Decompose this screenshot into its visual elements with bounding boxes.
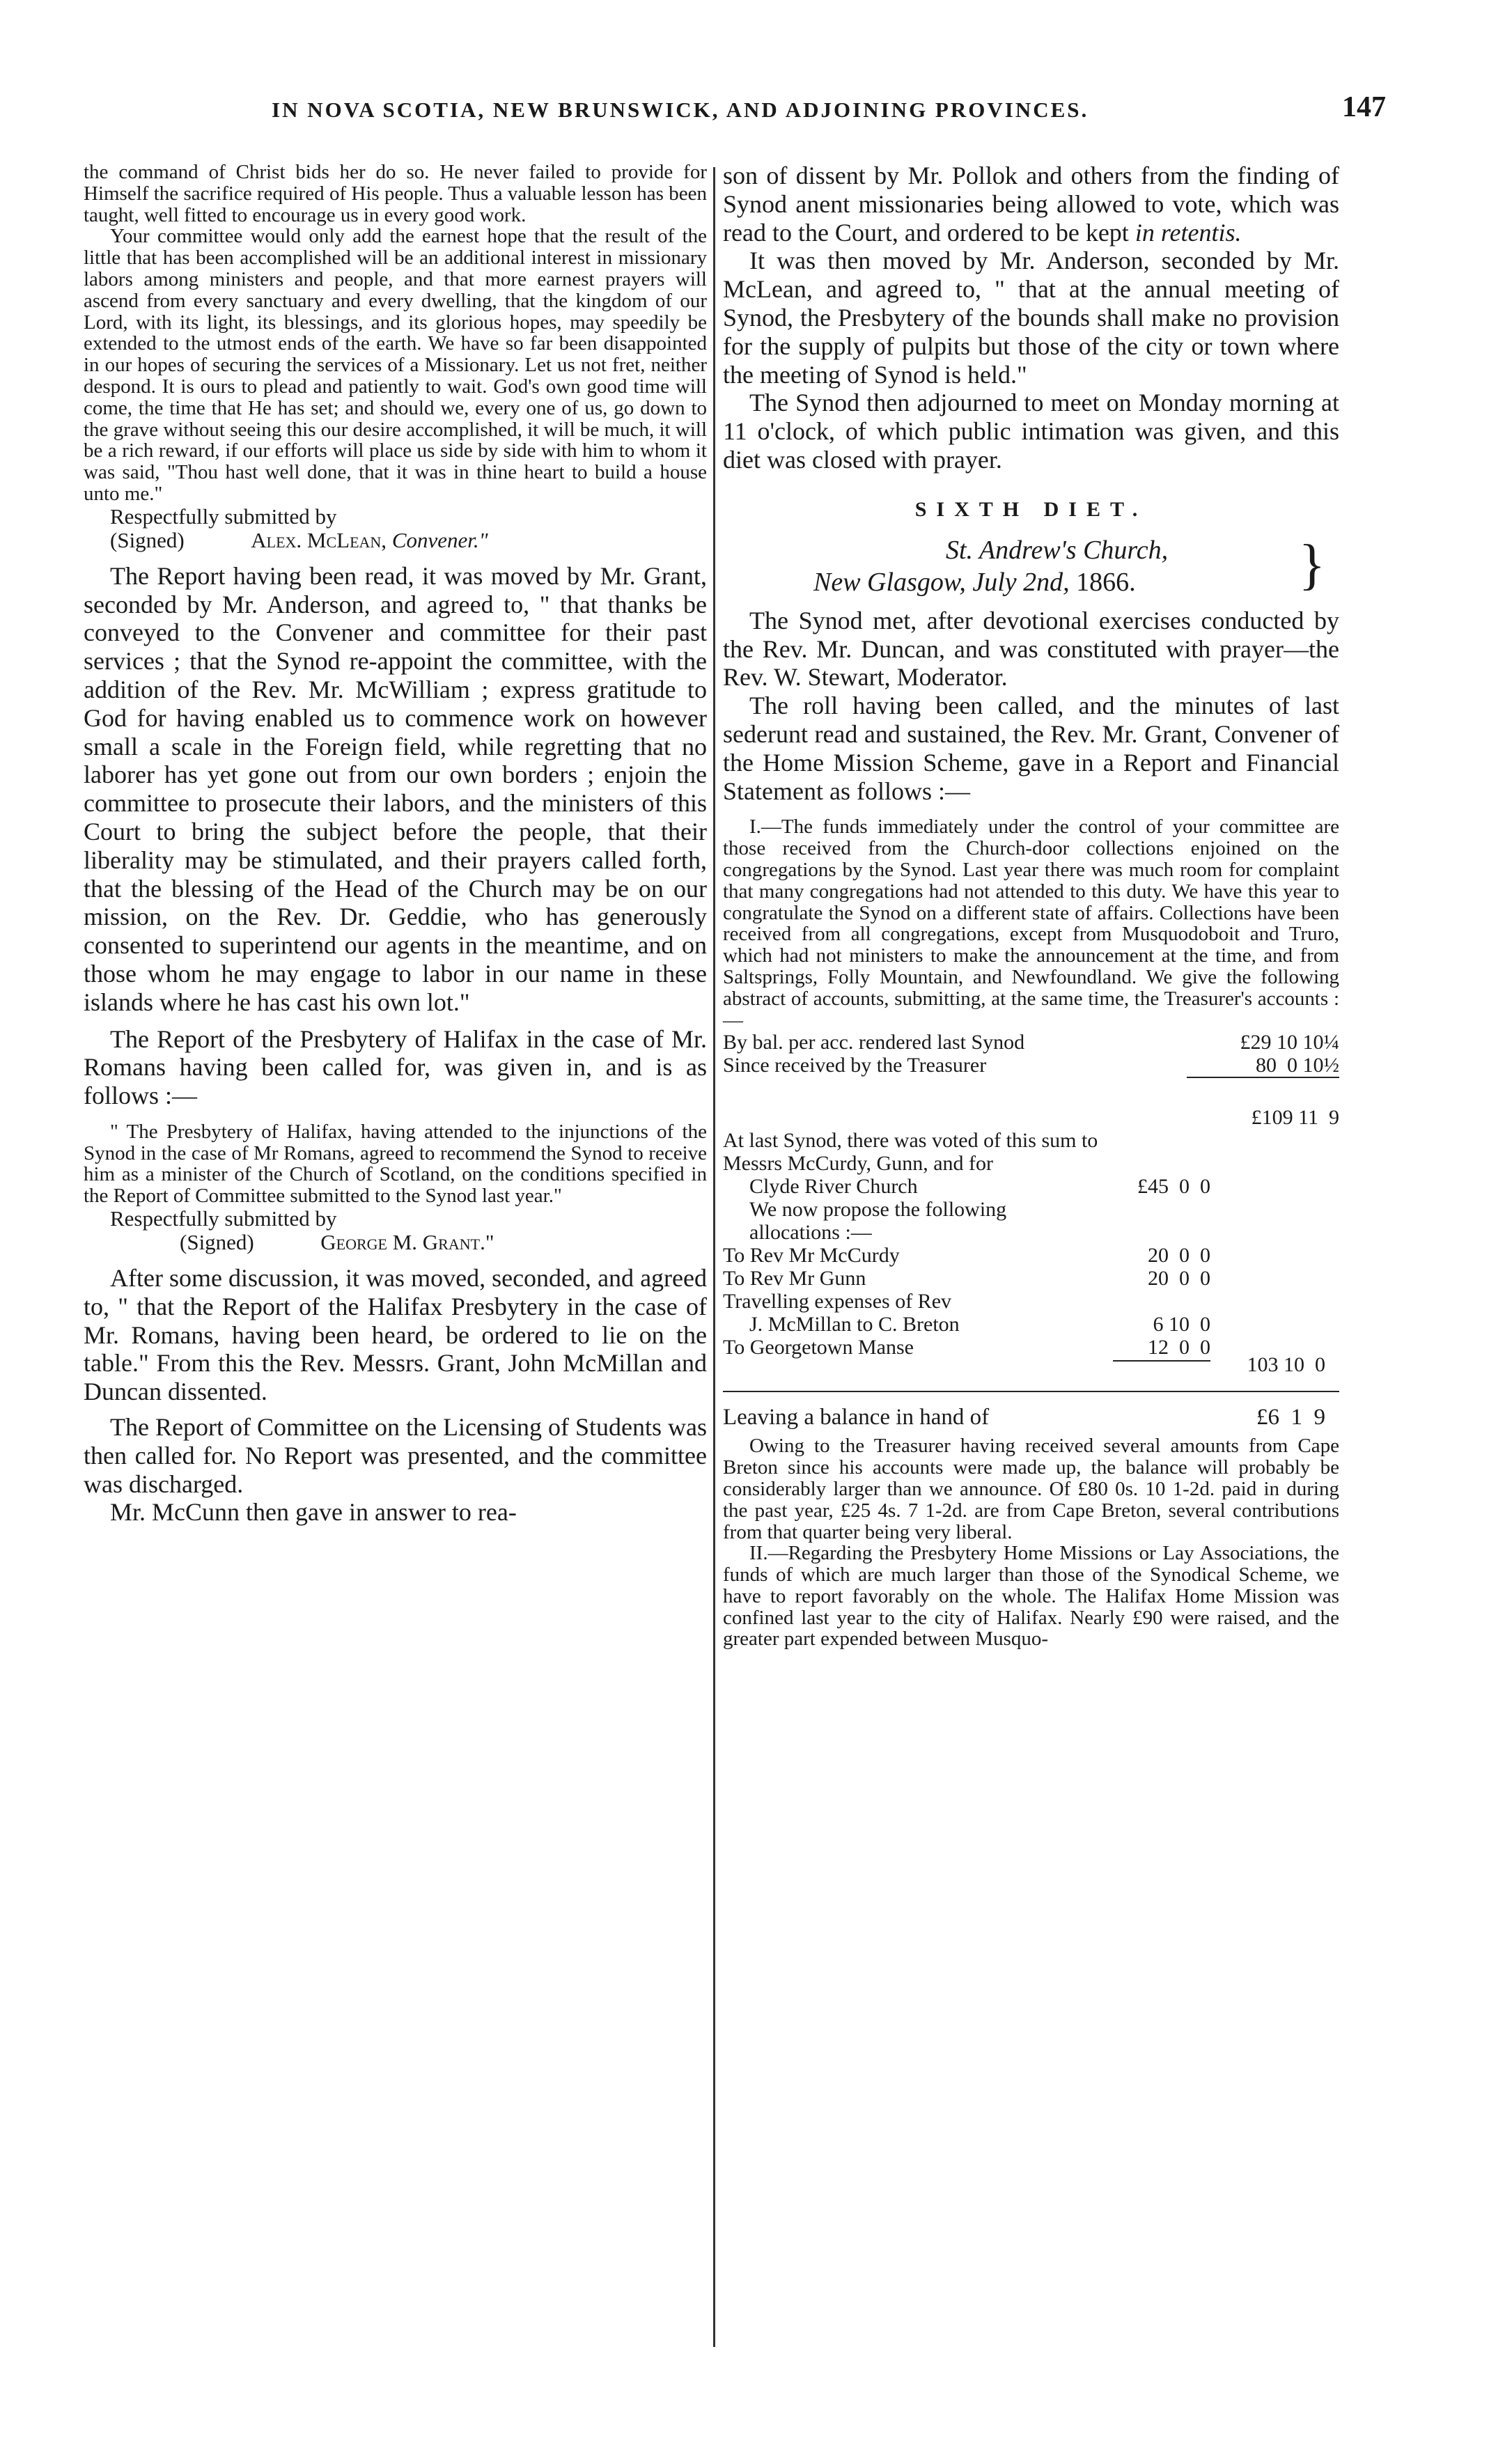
running-title: IN NOVA SCOTIA, NEW BRUNSWICK, AND ADJOINING PROVINCES. (272, 98, 1089, 122)
allocation-amount: 6 10 0 (1153, 1313, 1210, 1336)
allocation-label: Travelling expenses of Rev (723, 1290, 952, 1313)
signature-block (84, 1207, 707, 1254)
allocation-total-row (723, 1353, 1339, 1387)
table-row (723, 1290, 1210, 1313)
table-row (723, 1267, 1210, 1290)
allocation-amount: 12 0 0 (1148, 1336, 1210, 1359)
paragraph: Your committee would only add the earnest hope that the result of the little that has been accomplished will be an additional interest in missionary labors among ministers and people, and that more earnest prayers will ascend from every sanctuary and every dwelling, that the kingdom of our Lord, with its light, its blessings, and its glorious hopes, may speedily be extended to the utmost ends of the earth. We have so far been disappointed in our hopes of securing the services of a Missionary. Let us not fret, neither despond. It is ours to plead and patiently to wait. God's own good time will come, the time that He has set; and should we, every one of us, go down to the grave without seeing this our desire accomplished, it will be much, it will be a rich reward, if our efforts will place us side by side with him to whom it was said, "Thou hast well done, that it was in thine heart to build a house unto me." (84, 225, 707, 505)
table-row (723, 1244, 1210, 1267)
propose-text: We now propose the following allocations :— (749, 1198, 1007, 1245)
voted-text: At last Synod, there was voted of this sum to Messrs McCurdy, Gunn, and for (723, 1129, 1098, 1176)
quoted-report: " The Presbytery of Halifax, having attended to the injunctions of the Synod in the case of Mr Romans, agreed to recommend the Synod to receive him as a minister of the Church of Scotland, on the conditions specified in the Report of Committee submitted to the Synod last year." (84, 1120, 707, 1208)
page-number: 147 (1342, 91, 1386, 123)
balance-amount: £6 1 9 (1256, 1405, 1325, 1430)
account-amount: £29 10 10¼ (1240, 1031, 1339, 1054)
paragraph: The Report having been read, it was moved by Mr. Grant, seconded by Mr. Anderson, and agreed to, " that thanks be conveyed to the Convener and committee for their past services ; that the Synod re-appoint the committee, with the addition of the Rev. Mr. McWilliam ; express gratitude to God for having enabled us to commence work on however small a scale in the Foreign field, while regretting that no laborer has yet gone out from our own borders ; enjoin the committee to prosecute their labors, and the ministers of this Court to bring the subject before the people, that their liberality may be stimulated, and their prayers called forth, that the blessing of the Head of the Church may be on our mission, on the Rev. Dr. Geddie, who has generously consented to superintend our agents in the meantime, and on those whom he may engage to labor in our name in these islands where he has cast his own lot." (84, 561, 707, 1016)
voted-amount: £45 0 0 (1137, 1175, 1210, 1199)
account-label: Since received by the Treasurer (723, 1054, 987, 1077)
allocation-label: To Rev Mr McCurdy (723, 1244, 900, 1268)
latin-phrase: in retentis. (1135, 218, 1242, 247)
paragraph (723, 162, 1339, 247)
account-total: £109 11 9 (1187, 1077, 1339, 1129)
paragraph-text: son of dissent by Mr. Pollok and others from the finding of Synod anent missionaries being allowed to vote, which was read to the Court, and ordered to be kept (723, 162, 1339, 247)
date-line (813, 566, 1339, 598)
paragraph: I.—The funds immediately under the control of your committee are those received from the Church-door collections enjoined on the congregations by the Synod. Last year there was much room for complaint that many congregations had not attended to this duty. We have this year to congratulate the Synod on a different state of affairs. Collections have been received from all congregations, except from Musquodoboit and Truro, which had not ministers to make the announcement at the time, and from Saltsprings, Folly Mountain, and Newfoundland. We give the following abstract of accounts, submitting, at the same time, the Treasurer's accounts :— (723, 816, 1339, 1031)
allocation-label: To Georgetown Manse (723, 1336, 914, 1359)
allocation-total: 103 10 0 (1247, 1353, 1325, 1377)
paragraph: The Report of Committee on the Licensing of Students was then called for. No Report was presented, and the committee was discharged. (84, 1413, 707, 1498)
right-column (723, 162, 1339, 1650)
allocation-amount: 20 0 0 (1148, 1267, 1210, 1291)
account-label: By bal. per acc. rendered last Synod (723, 1031, 1025, 1054)
table-row (723, 1336, 1210, 1359)
paragraph: the command of Christ bids her do so. He never failed to provide for Himself the sacrifice required of His people. Thus a valuable lesson has been taught, well fitted to encourage us in every good work. (84, 161, 707, 226)
left-column (84, 162, 707, 1527)
signature-line (110, 529, 707, 552)
year-text: 1866. (1076, 567, 1136, 597)
table-row (723, 1198, 1210, 1244)
allocations-table (723, 1129, 1210, 1359)
paragraph: The Synod met, after devotional exercises conducted by the Rev. Mr. Duncan, and was constituted with prayer—the Rev. W. Stewart, Moderator. (723, 606, 1339, 692)
paragraph: The Report of the Presbytery of Halifax in the case of Mr. Romans having been called for, was given in, and is as follows :— (84, 1024, 707, 1110)
table-row (723, 1077, 1339, 1129)
paragraph: After some discussion, it was moved, seconded, and agreed to, " that the Report of the Halifax Presbytery in the case of Mr. Romans, having been heard, be ordered to lie on the table." From this the Rev. Messrs. Grant, John McMillan and Duncan dissented. (84, 1264, 707, 1406)
signatory-role: Convener." (391, 527, 488, 552)
total-rule (723, 1391, 1339, 1392)
signed-label: (Signed) (180, 1230, 254, 1255)
brace-glyph: } (1298, 533, 1325, 595)
table-row (723, 1175, 1210, 1198)
date-text: New Glasgow, July 2nd, (813, 567, 1070, 597)
column-divider (713, 167, 715, 2347)
paragraph: The Synod then adjourned to meet on Monday morning at 11 o'clock, of which public intimation was given, and this diet was closed with prayer. (723, 389, 1339, 474)
accounts-table (723, 1031, 1339, 1129)
signatory-name: George M. Grant." (320, 1230, 494, 1255)
place-date-block (723, 534, 1339, 598)
paragraph: II.—Regarding the Presbytery Home Missions or Lay Associations, the funds of which are much larger than those of the Synodical Scheme, we have to report favorably on the whole. The Halifax Home Mission was confined last year to the city of Halifax. Nearly £90 were raised, and the greater part expended between Musquo- (723, 1542, 1339, 1651)
allocation-label: J. McMillan to C. Breton (749, 1313, 960, 1336)
place-line: St. Andrew's Church, (946, 535, 1169, 565)
signature-line (110, 1231, 707, 1254)
paragraph: The roll having been called, and the minutes of last sederunt read and sustained, the Rev. Mr. Grant, Convener of the Home Mission Scheme, gave in a Report and Financial Statement as follows :— (723, 692, 1339, 805)
table-row (723, 1031, 1339, 1054)
table-row (723, 1129, 1210, 1175)
running-header (272, 91, 1386, 132)
section-heading: SIXTH DIET. (914, 497, 1148, 521)
balance-row (723, 1405, 1339, 1435)
table-row (723, 1313, 1210, 1336)
balance-label: Leaving a balance in hand of (723, 1405, 990, 1430)
signature-block (84, 505, 707, 552)
signed-label: (Signed) (110, 527, 185, 552)
allocation-amount: 20 0 0 (1148, 1244, 1210, 1268)
paragraph: Owing to the Treasurer having received several amounts from Cape Breton since his accounts were made up, the balance will probably be considerably larger than we announce. Of £80 0s. 10 1-2d. paid in during the past year, £25 4s. 7 1-2d. are from Cape Breton, several contributions from that quarter being very liberal. (723, 1435, 1339, 1543)
table-row (723, 1054, 1339, 1077)
signatory-name: Alex. McLean, (251, 527, 387, 552)
signature-intro: Respectfully submitted by (110, 504, 337, 529)
signature-intro: Respectfully submitted by (110, 1206, 337, 1231)
paragraph: Mr. McCunn then gave in answer to rea- (110, 1498, 517, 1527)
allocation-label: To Rev Mr Gunn (723, 1267, 866, 1291)
account-amount: 80 0 10½ (1256, 1054, 1339, 1077)
paragraph: It was then moved by Mr. Anderson, seconded by Mr. McLean, and agreed to, " that at the annual meeting of Synod, the Presbytery of the bounds shall make no provision for the supply of pulpits but those of the city or town where the meeting of Synod is held." (723, 247, 1339, 389)
voted-label: Clyde River Church (749, 1175, 918, 1199)
sum-rule (1113, 1360, 1210, 1362)
